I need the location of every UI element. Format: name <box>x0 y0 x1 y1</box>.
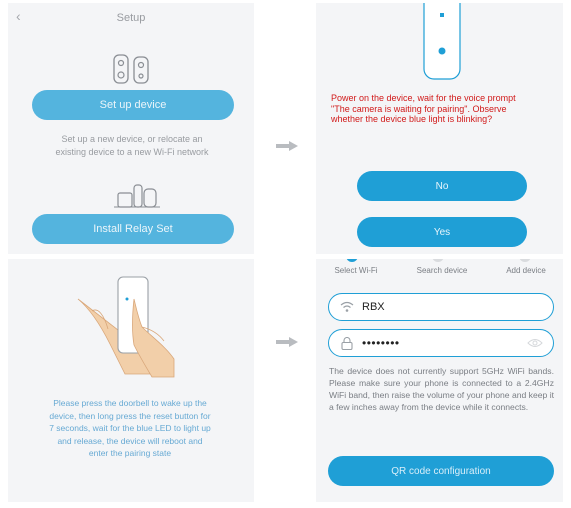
step-indicator-1 <box>346 259 358 262</box>
wifi-icon <box>340 301 354 313</box>
wifi-field[interactable] <box>328 293 554 321</box>
pairing-prompt-text: Power on the device, wait for the voice prompt "The camera is waiting for pairing". Observe whether the device blue light is blinking? <box>331 93 516 124</box>
step-label-select-wifi: Select Wi-Fi <box>334 266 378 275</box>
lock-icon <box>341 337 353 350</box>
camera-device-icon <box>420 3 464 81</box>
step-indicator-3 <box>519 259 531 262</box>
password-field[interactable] <box>328 329 554 357</box>
hand-pressing-doorbell-illustration <box>70 269 190 379</box>
reset-instructions-text: Please press the doorbell to wake up the device, then long press the reset button for 7 seconds, wait for the blue LED to light up and release, the device will reboot and enter the pairing state <box>49 398 211 458</box>
panel-reset-instructions <box>8 259 254 502</box>
panel-pairing-prompt <box>316 3 563 254</box>
arrow-right-icon <box>276 337 298 347</box>
page-title: Setup <box>116 12 146 24</box>
setup-description: Set up a new device, or relocate an existing device to a new Wi-Fi network <box>55 134 209 157</box>
step-label-search-device: Search device <box>416 266 468 275</box>
no-button[interactable]: No <box>357 171 527 201</box>
qr-code-configuration-button[interactable]: QR code configuration <box>328 456 554 486</box>
install-relay-set-button[interactable]: Install Relay Set <box>32 214 234 244</box>
show-password-eye-icon[interactable] <box>527 338 543 348</box>
step-indicator-2 <box>432 259 444 262</box>
yes-button[interactable]: Yes <box>357 217 527 247</box>
panel-setup <box>8 3 254 254</box>
back-icon[interactable]: ‹ <box>16 8 21 24</box>
arrow-right-icon <box>276 141 298 151</box>
wifi-band-note: The device does not currently support 5GHz WiFi bands. Please make sure your phone is connected to a 2.4GHz WiFi band, then raise the volume of your phone and keep it a few inches away from the device while it connects. <box>329 366 555 412</box>
step-label-add-device: Add device <box>506 266 546 275</box>
password-value: •••••••• <box>362 336 400 350</box>
panel-wifi-setup <box>316 259 563 502</box>
wifi-name-value: RBX <box>362 301 385 313</box>
doorbell-camera-icon <box>108 51 156 87</box>
relay-set-icon <box>112 181 162 211</box>
setup-device-button[interactable]: Set up device <box>32 90 234 120</box>
